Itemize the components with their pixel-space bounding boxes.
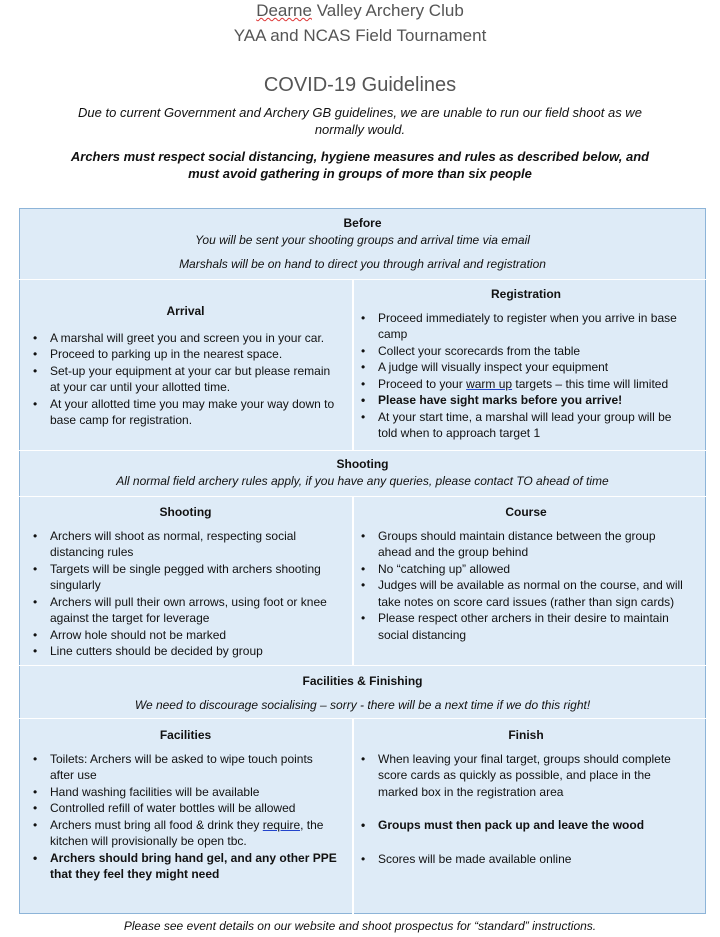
list-item: • A marshal will greet you and screen you in your car. [50, 330, 338, 347]
list-item: • A judge will visually inspect your equipment [378, 359, 691, 376]
column-divider [352, 496, 354, 665]
list-item: • Please respect other archers in their desire to maintain social distancing [378, 610, 691, 643]
shooting-section [19, 456, 706, 489]
shooting-column [33, 504, 338, 660]
list-item: • Collect your scorecards from the table [378, 343, 691, 360]
list-item: • At your allotted time you may make your way down to base camp for registration. [50, 396, 338, 429]
warm-up-link: warm up [466, 376, 513, 391]
facilities-column [33, 727, 338, 883]
divider [19, 665, 706, 666]
finish-title: Finish [508, 728, 544, 742]
before-section [19, 215, 706, 272]
food-require: require, [262, 817, 304, 832]
registration-column [361, 286, 691, 442]
shooting-section-title: Shooting [336, 457, 389, 471]
list-item: • When leaving your final target, groups should complete score cards as quickly as possible, and place in the marked box in the registration area [378, 751, 691, 801]
footer-note: Please see event details on our website and shoot prospectus for “standard” instructions. [123, 919, 597, 933]
facilities-title: Facilities [159, 728, 212, 742]
registration-title: Registration [490, 287, 561, 301]
facilities-finishing-line: We need to discourage socialising – sorry - there will be a next time if we do this right! [134, 698, 591, 712]
list-item: • Groups should maintain distance between the group ahead and the group behind [378, 528, 691, 561]
course-title: Course [505, 505, 547, 519]
shooting-section-line: All normal field archery rules apply, if you have any queries, please contact TO ahead of time [116, 474, 609, 488]
club-name-spellcheck-word: Dearne [256, 1, 312, 20]
list-item: • Groups must then pack up and leave the wood [378, 817, 691, 834]
before-line-1: You will be sent your shooting groups and arrival time via email [195, 233, 530, 247]
club-name-rest: Valley Archery Club [311, 1, 464, 20]
list-item: • At your start time, a marshal will lead your group will be told when to approach target 1 [378, 409, 691, 442]
club-name [0, 1, 720, 21]
facilities-finishing-section [19, 673, 706, 713]
facilities-list [33, 751, 338, 883]
facilities-finishing-title: Facilities & Finishing [302, 674, 423, 688]
shooting-title: Shooting [159, 505, 212, 519]
list-item [50, 817, 338, 850]
shooting-list [33, 528, 338, 660]
list-item [378, 376, 691, 393]
page-title: COVID-19 Guidelines [263, 74, 457, 96]
list-item: • Line cutters should be decided by group [50, 643, 338, 660]
list-item: • Targets will be single pegged with archers shooting singularly [50, 561, 338, 594]
course-column [361, 504, 691, 643]
list-item: • Proceed immediately to register when you arrive in base camp [378, 310, 691, 343]
arrival-column [33, 303, 338, 429]
before-title: Before [343, 216, 382, 230]
tournament-name: YAA and NCAS Field Tournament [233, 26, 487, 45]
registration-list [361, 310, 691, 442]
list-item: • Archers will shoot as normal, respecting social distancing rules [50, 528, 338, 561]
finish-list [361, 751, 691, 868]
divider [19, 496, 706, 497]
arrival-list [33, 330, 338, 429]
intro-text: Due to current Government and Archery GB guidelines, we are unable to run our field shoot as we normally would. [78, 105, 642, 137]
list-item: • Please have sight marks before you arrive! [378, 392, 691, 409]
column-divider [352, 279, 354, 450]
before-line-2: Marshals will be on hand to direct you through arrival and registration [179, 257, 546, 271]
intro-bold-text: Archers must respect social distancing, hygiene measures and rules as described below, and must avoid gathering in groups of more than six people [70, 149, 650, 181]
list-item: • Proceed to parking up in the nearest space. [50, 346, 338, 363]
list-item: • Controlled refill of water bottles will be allowed [50, 800, 338, 817]
list-item: • Arrow hole should not be marked [50, 627, 338, 644]
divider [19, 718, 706, 719]
food-post: the kitchen will provisionally be open tbc. [50, 817, 324, 848]
finish-column [361, 727, 691, 867]
warm-up-pre: Proceed to your [378, 376, 467, 391]
list-item: • Archers should bring hand gel, and any other PPE that they feel they might need [50, 850, 338, 883]
list-item: • Judges will be available as normal on the course, and will take notes on score card issues (rather than sign cards) [378, 577, 691, 610]
column-divider [352, 718, 354, 914]
food-pre: Archers must bring all food & drink they [50, 817, 263, 832]
divider [19, 279, 706, 280]
arrival-title: Arrival [166, 304, 205, 318]
list-item: • Hand washing facilities will be available [50, 784, 338, 801]
list-item: • Toilets: Archers will be asked to wipe touch points after use [50, 751, 338, 784]
list-item: • Set-up your equipment at your car but please remain at your car until your allotted time. [50, 363, 338, 396]
list-item: • Archers will pull their own arrows, using foot or knee against the target for leverage [50, 594, 338, 627]
divider [19, 450, 706, 451]
warm-up-post: targets – this time will limited [512, 376, 669, 391]
list-item: • Scores will be made available online [378, 851, 691, 868]
course-list [361, 528, 691, 644]
list-item: • No “catching up” allowed [378, 561, 691, 578]
